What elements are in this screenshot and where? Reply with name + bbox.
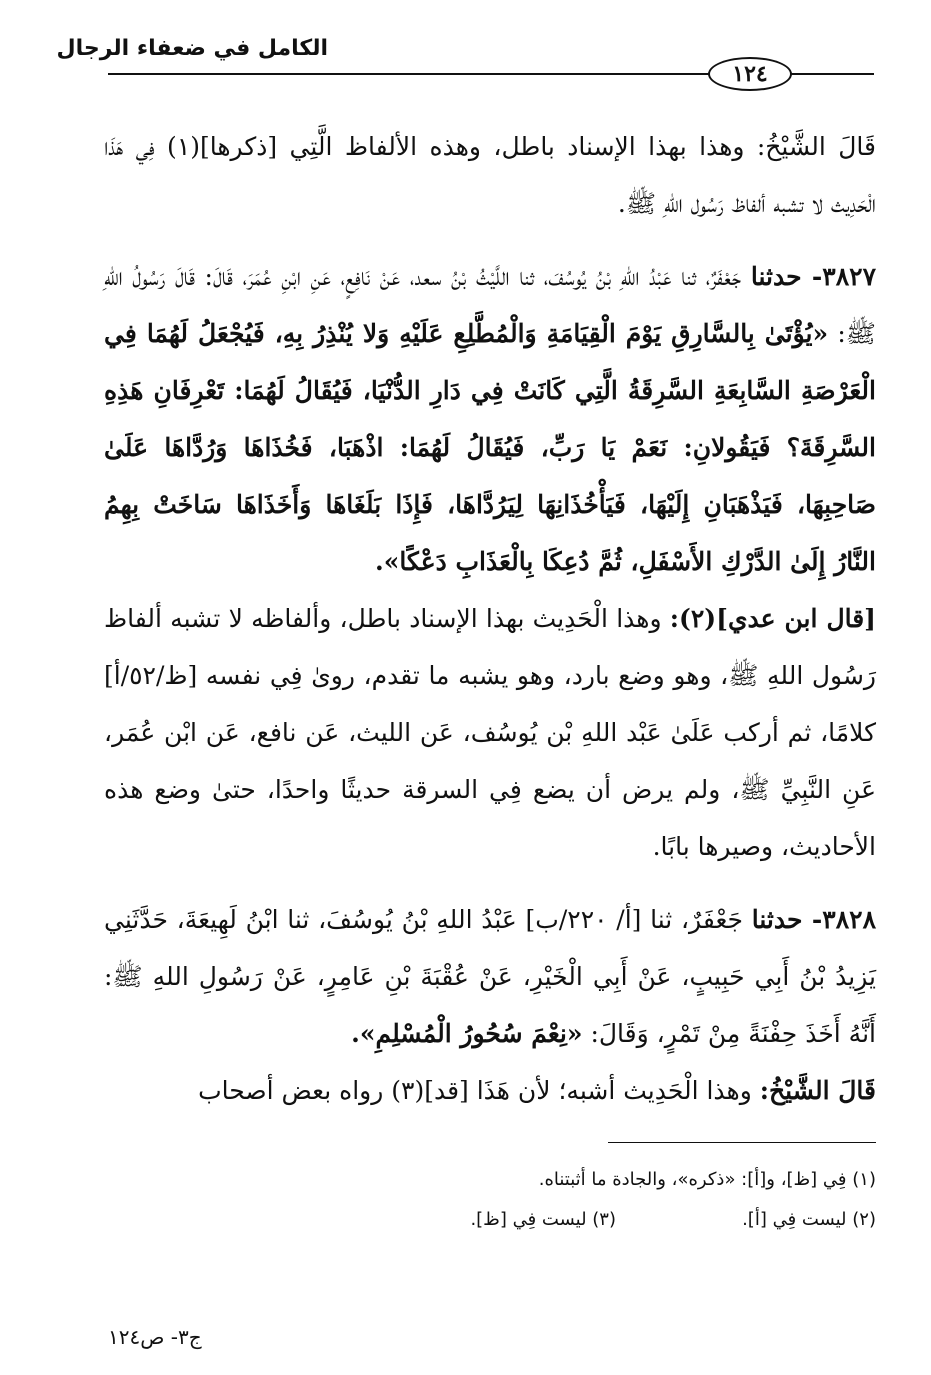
hadith-3827-chain: جَعْفَرٌ، ثنا عَبْدُ اللهِ بْنُ يُوسُفَ، ثنا اللَّيْثُ بْنُ سعد، عَنْ نَافِعٍ، عَنِ ابْنِ عُمَرَ، قَالَ: قَالَ رَسُولُ اللهِ ﷺ:	[104, 262, 876, 348]
hadith-3828-chain: جَعْفَرٌ، ثنا [أ/ ٢٢٠/ب] عَبْدُ اللهِ بْنُ يُوسُفَ، ثنا ابْنُ لَهِيعَةَ، حَدَّثَنِي يَزِيدُ بْنُ أَبِي حَبِيبٍ، عَنْ أَبِي الْخَيْرِ، عَنْ عُقْبَةَ بْنِ عَامِرٍ، عَنْ رَسُولِ اللهِ ﷺ: أَنَّهُ أَخَذَ حِفْنَةً مِنْ تَمْرٍ، وَقَالَ:	[104, 905, 876, 1048]
hadith-number-3827: ٣٨٢٧- حدثنا	[750, 262, 876, 291]
hadith-3828	[104, 891, 876, 1062]
hadith-3827-text: «يُؤْتَىٰ بِالسَّارِقِ يَوْمَ الْقِيَامَةِ وَالْمُطَّلِعِ عَلَيْهِ وَلا يُنْذِرُ بِهِ، فَيُجْعَلُ لَهُمَا فِي الْعَرْصَةِ السَّابِعَةِ السَّرِقَةُ الَّتِي كَانَتْ فِي دَارِ الدُّنْيَا، فَيُقَالُ لَهُمَا: تَعْرِفَانِ هَذِهِ السَّرِقَةَ؟ فَيَقُولانِ: نَعَمْ يَا رَبِّ، فَيُقَالُ لَهُمَا: اذْهَبَا، فَخُذَاهَا وَرُدَّاهَا عَلَىٰ صَاحِبِهَا، فَيَذْهَبَانِ إِلَيْهَا، فَيَأْخُذَانِهَا لِيَرُدَّاهَا، فَإِذَا بَلَغَاهَا وَأَخَذَاهَا سَاخَتْ بِهِمُ النَّارُ إِلَىٰ الدَّرْكِ الأَسْفَلِ، ثُمَّ دُعِكَا بِالْعَذَابِ دَعْكًا».	[104, 319, 876, 576]
footnote-3: (٣) ليست فِي [ظ].	[470, 1209, 616, 1230]
book-title: الكامل في ضعفاء الرجال	[56, 36, 328, 61]
paragraph-1-text: قَالَ الشَّيْخُ: وهذا بهذا الإسناد باطل، وهذه الألفاظ الَّتِي [ذكرها](١) فِي هَذَا الْحَدِيث لا تشبه ألفاظ رَسُول اللهِ ﷺ.	[104, 132, 876, 218]
footnote-2: (٢) ليست فِي [أ].	[742, 1209, 876, 1230]
page-number: ١٢٤	[708, 57, 792, 91]
footnotes	[104, 1160, 876, 1240]
sheikh-text: وهذا الْحَدِيث أشبه؛ لأن هَذَا [قد](٣) رواه بعض أصحاب	[198, 1076, 752, 1105]
sheikh-comment	[104, 1062, 876, 1119]
footnote-row-1	[104, 1160, 876, 1200]
main-text	[104, 118, 876, 1119]
footnote-row-2	[104, 1200, 876, 1240]
hadith-3827	[104, 248, 876, 590]
paragraph-1	[104, 118, 876, 232]
hadith-3828-text: «نِعْمَ سُحُورُ الْمُسْلِمِ».	[351, 1019, 583, 1048]
footnote-rule	[608, 1142, 876, 1143]
ibn-adi-text: وهذا الْحَدِيث بهذا الإسناد باطل، وألفاظه لا تشبه ألفاظ رَسُول اللهِ ﷺ، وهو وضع بارد، وهو يشبه ما تقدم، روىٰ فِي نفسه [ظ/٥٢/أ] كلامًا، ثم أركب عَلَىٰ عَبْد اللهِ بْن يُوسُف، عَن الليث، عَن نافع، عَن ابْن عُمَر، عَنِ النَّبِيِّ ﷺ، ولم يرض أن يضع فِي السرقة حديثًا واحدًا، حتىٰ وضع هذه الأحاديث، وصيرها بابًا.	[104, 604, 876, 861]
ibn-adi-comment	[104, 590, 876, 875]
hadith-number-3828: ٣٨٢٨- حدثنا	[751, 905, 877, 934]
page-marker: ج٣- ص١٢٤	[108, 1325, 202, 1349]
ibn-adi-label: [قال ابن عدي](٢):	[669, 604, 877, 633]
footnote-1: (١) فِي [ظ]، و[أ]: «ذكره»، والجادة ما أثبتناه.	[538, 1169, 876, 1190]
sheikh-label: قَالَ الشَّيْخُ:	[759, 1076, 876, 1105]
